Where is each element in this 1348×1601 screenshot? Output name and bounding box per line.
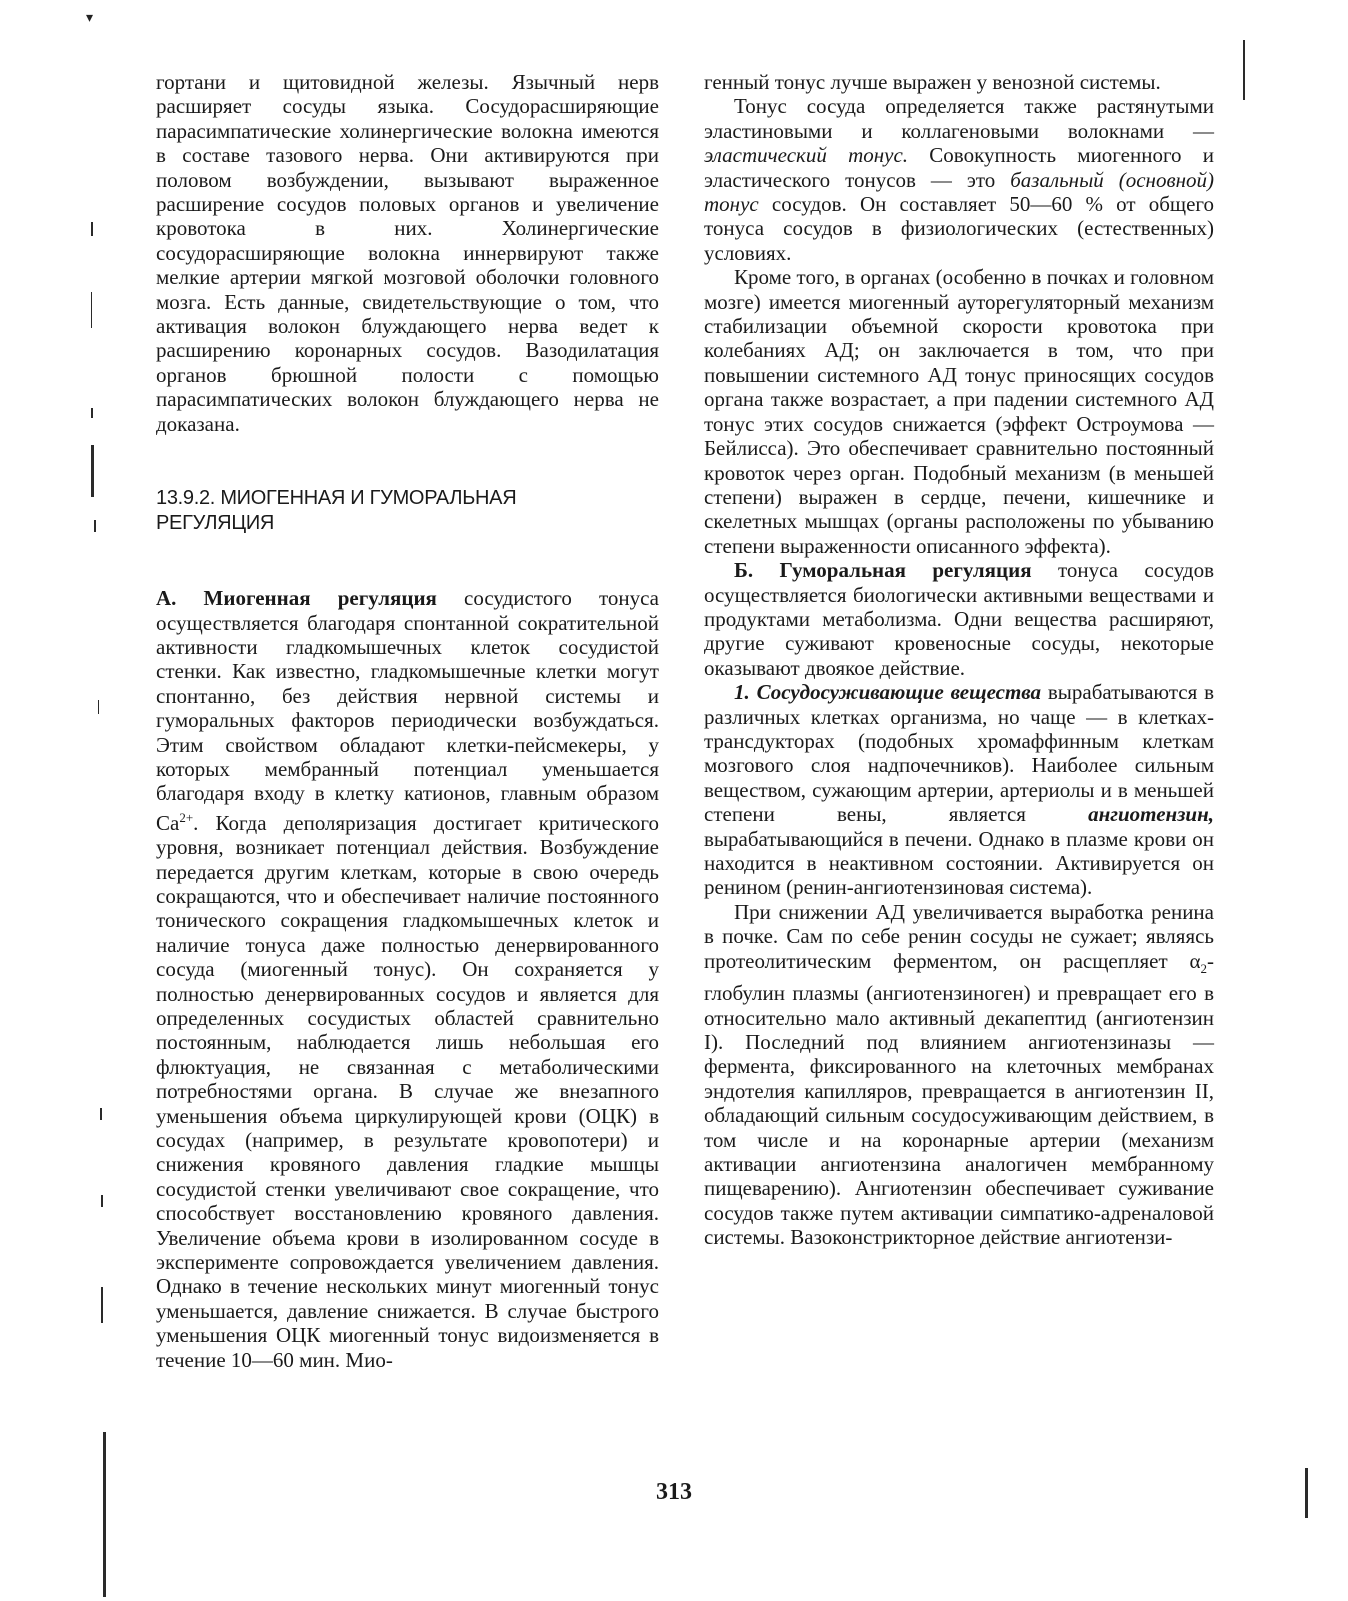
text-run: вырабатываются в различных клетках организма, но чаще — в клетках-трансдукторах (подобных хромаффинным клеткам мозгового слоя надпочечников). Наиболее сильным веществом, сужающим артерии, артериолы и в меньшей степени вены, является xyxy=(704,680,1215,827)
paragraph xyxy=(156,586,659,1372)
section-heading xyxy=(156,486,659,535)
paragraph xyxy=(704,900,1214,1250)
scan-artifact xyxy=(100,1108,102,1120)
text-run: -глобулин плазмы (ангиотензиноген) и превращает его в относительно мало активный декапептид (ангиотензин I). Последний под влиянием ангиотензиназы — фермента, фиксированного на клеточных мембранах эндотелия капилляров, превращается в ангиотензин II, обладающий сильным сосудосуживающим действием, в том числе и на коронарные артерии (механизм активации ангиотензина аналогичен мембранному пищеварению). Ангиотензин обеспечивает суживание сосудов также путем активации симпатико-адреналовой системы. Вазоконстрикторное действие ангиотензи- xyxy=(704,948,1214,1250)
text-run: тонуса сосудов осуществляется биологически активными веществами и продуктами метаболизма. Одни вещества расширяют, другие суживают кровеносные сосуды, некоторые оказывают двоякое действие. xyxy=(704,558,1215,680)
paragraph: генный тонус лучше выражен у венозной системы. xyxy=(704,70,1161,94)
page-number: 313 xyxy=(656,1479,692,1505)
scan-artifact xyxy=(94,520,96,532)
bold-italic-term: ангиотензин, xyxy=(1088,802,1214,827)
paragraph xyxy=(704,680,1214,900)
paragraph: Кроме того, в органах (особенно в почках и головном мозге) имеется миогенный ауторегуляторный механизм стабилизации объемной скорости кровотока при колебаниях АД; он заключается в том, что при повышении системного АД тонус приносящих сосудов органа также возрастает, а при падении системного АД тонус этих сосудов снижается (эффект Остроумова — Бейлисса). Это обеспечивает сравнительно постоянный кровоток через орган. Подобный механизм (в меньшей степени) выражен в сердце, печени, кишечнике и скелетных мышцах (органы расположены по убыванию степени выраженности описанного эффекта). xyxy=(704,265,1214,558)
scan-artifact xyxy=(101,1195,103,1207)
paragraph: гортани и щитовидной железы. Язычный нерв расширяет сосуды языка. Сосудорасширяющие парасимпатические холинергические волокна имеются в составе тазового нерва. Они активируются при половом возбуждении, вызывают выраженное расширение сосудов половых органов и увеличение кровотока в них. Холинергические сосудорасширяющие волокна иннервируют также мелкие артерии мягкой мозговой оболочки головного мозга. Есть данные, свидетельствующие о том, что активация волокон блуждающего нерва ведет к расширению коронарных сосудов. Вазодилатация органов брюшной полости с помощью парасимпатических волокон блуждающего нерва не доказана. xyxy=(156,70,659,436)
paragraph xyxy=(704,558,1214,680)
left-column xyxy=(156,70,659,1372)
bold-term: Б. Гуморальная регуляция xyxy=(734,558,1032,583)
text-run: сосудистого тонуса осуществляется благодаря спонтанной сократительной активности гладкомышечных клеток сосудистой стенки. Как известно, гладкомышечные клетки могут спонтанно, без действия нервной системы и гуморальных факторов периодически возбуждаться. Этим свойством обладают клетки-пейсмекеры, у которых мембранный потенциал уменьшается благодаря входу в клетку катионов, главным образом Ca xyxy=(156,586,659,835)
subscript: 2 xyxy=(1200,960,1207,976)
scan-artifact xyxy=(1243,40,1245,100)
text-run: сосудов. Он составляет 50—60 % от общего тонуса сосудов в физиологических (естественных) условиях. xyxy=(704,192,1214,265)
superscript: 2+ xyxy=(179,809,194,825)
text-run: Тонус сосуда определяется также растянутыми эластиновыми и коллагеновыми волокнами — xyxy=(704,94,1214,143)
text-run: вырабатывающийся в печени. Однако в плазме крови он находится в неактивном состоянии. Активируется он ренином (ренин-ангиотензиновая система). xyxy=(704,826,1214,900)
italic-term: базальный (основной) тонус xyxy=(704,167,1214,217)
scan-artifact xyxy=(103,1432,106,1597)
section-heading-line: 13.9.2. МИОГЕННАЯ И ГУМОРАЛЬНАЯ xyxy=(156,487,517,510)
scan-artifact xyxy=(91,292,92,328)
italic-term: эластический тонус. xyxy=(704,143,909,168)
right-column xyxy=(704,70,1214,1250)
scan-artifact xyxy=(98,700,99,714)
scan-artifact xyxy=(91,222,93,236)
text-run: При снижении АД увеличивается выработка ренина в почке. Сам по себе ренин сосуды не сужает; являясь протеолитическим ферментом, он расщепляет α xyxy=(704,899,1214,973)
section-heading-line: РЕГУЛЯЦИЯ xyxy=(156,511,275,534)
scan-artifact xyxy=(101,1287,103,1323)
bold-term: А. Миогенная регуляция xyxy=(156,586,437,611)
scan-mark: ▾ xyxy=(86,10,94,26)
paragraph xyxy=(704,94,1214,265)
scan-artifact xyxy=(91,445,94,497)
scan-artifact xyxy=(91,408,93,418)
bold-italic-term: 1. Сосудосуживающие вещества xyxy=(734,680,1042,705)
text-run: Совокупность миогенного и эластического тонусов — это xyxy=(704,143,1215,192)
text-run: . Когда деполяризация достигает критического уровня, возникает потенциал действия. Возбуждение передается другим клеткам, которые в свою очередь сокращаются, что и обеспечивает наличие постоянного тонического сокращения гладкомышечных клеток и наличие тонуса даже полностью денервированного сосуда (миогенный тонус). Он сохраняется у полностью денервированных сосудов и является для определенных сосудистых областей сравнительно постоянным, наблюдается лишь небольшая его флюктуация, не связанная с метаболическими потребностями органа. В случае же внезапного уменьшения объема циркулирующей крови (ОЦК) в сосудах (например, в результате кровопотери) и снижения кровяного давления гладкие мышцы сосудистой стенки увеличивают свое сокращение, что способствует восстановлению кровяного давления. Увеличение объема крови в изолированном сосуде в эксперименте сопровождается увеличением давления. Однако в течение нескольких минут миогенный тонус уменьшается, давление снижается. В случае быстрого уменьшения ОЦК миогенный тонус видоизменяется в течение 10—60 мин. Мио- xyxy=(156,810,659,1372)
